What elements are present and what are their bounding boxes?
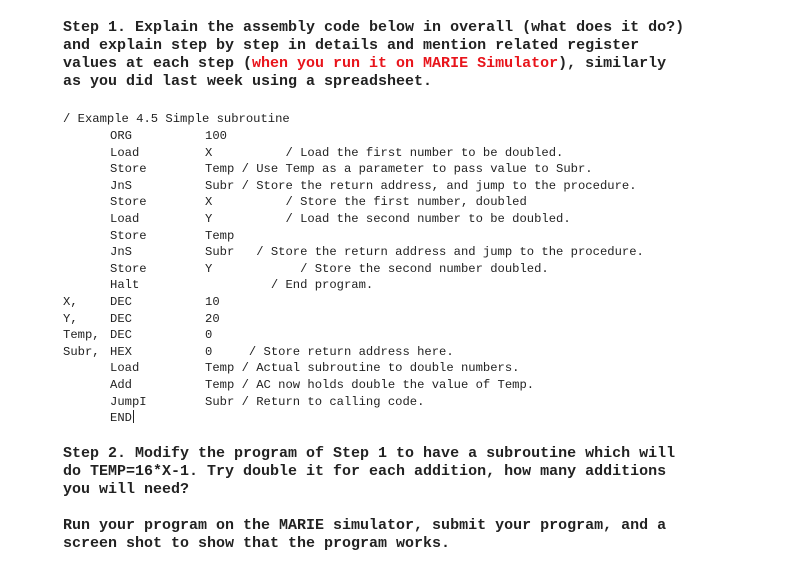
step1-line-3-post: ), similarly xyxy=(558,55,667,72)
step2-line-2: do TEMP=16*X-1. Try double it for each addition, how many additions xyxy=(63,463,667,480)
code-opcode: Load xyxy=(110,361,140,376)
code-operand-comment: Subr / Store the return address, and jump to the procedure. xyxy=(205,178,637,193)
code-opcode: HEX xyxy=(110,344,132,359)
step1-line-2: and explain step by step in details and mention related register xyxy=(63,37,640,54)
step1-line-1: Step 1. Explain the assembly code below in overall (what does it do?) xyxy=(63,19,685,36)
step1-line-3 xyxy=(63,55,763,73)
code-header: / Example 4.5 Simple subroutine xyxy=(63,112,290,126)
step1-line-3-pre: values at each step ( xyxy=(63,55,253,72)
code-operand-comment: Temp / AC now holds double the value of Temp. xyxy=(205,378,535,392)
code-operand-comment: Y / Store the second number doubled. xyxy=(205,261,549,276)
code-opcode: Add xyxy=(110,378,132,392)
code-operand-comment: 20 xyxy=(205,311,220,326)
code-opcode: DEC xyxy=(110,328,132,343)
code-listing xyxy=(63,111,763,431)
code-operand-comment: 10 xyxy=(205,295,220,309)
code-label: Temp, xyxy=(63,328,100,343)
code-operand-comment: Temp xyxy=(205,228,235,243)
code-operand-comment: 0 xyxy=(205,328,213,343)
code-opcode: Store xyxy=(110,228,147,243)
code-operand-comment: Subr / Return to calling code. xyxy=(205,394,425,409)
code-label: X, xyxy=(63,295,78,309)
code-opcode: ORG xyxy=(110,129,132,143)
code-opcode: JnS xyxy=(110,178,132,193)
text-caret xyxy=(133,410,134,423)
code-opcode: DEC xyxy=(110,295,132,309)
code-operand-comment: Y / Load the second number to be doubled. xyxy=(205,212,571,226)
code-opcode: Store xyxy=(110,195,147,210)
step1-line-4: as you did last week using a spreadsheet. xyxy=(63,73,433,90)
code-opcode: Store xyxy=(110,162,147,177)
code-label: Subr, xyxy=(63,344,100,359)
step2-line-1: Step 2. Modify the program of Step 1 to have a subroutine which will xyxy=(63,445,676,462)
code-operand-comment: Temp / Use Temp as a parameter to pass value to Subr. xyxy=(205,162,593,177)
step2-line-3: you will need? xyxy=(63,481,190,498)
code-opcode: DEC xyxy=(110,311,132,326)
code-opcode: JumpI xyxy=(110,394,147,409)
step1-highlight-text: when you run it on MARIE Simulator xyxy=(252,55,559,72)
code-opcode: JnS xyxy=(110,245,132,260)
code-label: Y, xyxy=(63,311,78,326)
code-operand-comment: 100 xyxy=(205,129,227,143)
code-opcode: Load xyxy=(110,145,140,160)
code-opcode: Load xyxy=(110,212,140,226)
code-opcode: Halt xyxy=(110,278,140,293)
run-line-2: screen shot to show that the program works. xyxy=(63,535,451,552)
code-operand-comment: X / Store the first number, doubled xyxy=(205,195,527,210)
code-operand-comment: Subr / Store the return address and jump to the procedure. xyxy=(205,245,644,260)
code-opcode: Store xyxy=(110,261,147,276)
code-operand-comment: / End program. xyxy=(205,278,374,293)
run-line-1: Run your program on the MARIE simulator, submit your program, and a xyxy=(63,517,667,534)
code-operand-comment: X / Load the first number to be doubled. xyxy=(205,145,564,160)
code-opcode: END xyxy=(110,411,132,426)
code-operand-comment: Temp / Actual subroutine to double numbers. xyxy=(205,361,520,376)
code-operand-comment: 0 / Store return address here. xyxy=(205,344,454,359)
